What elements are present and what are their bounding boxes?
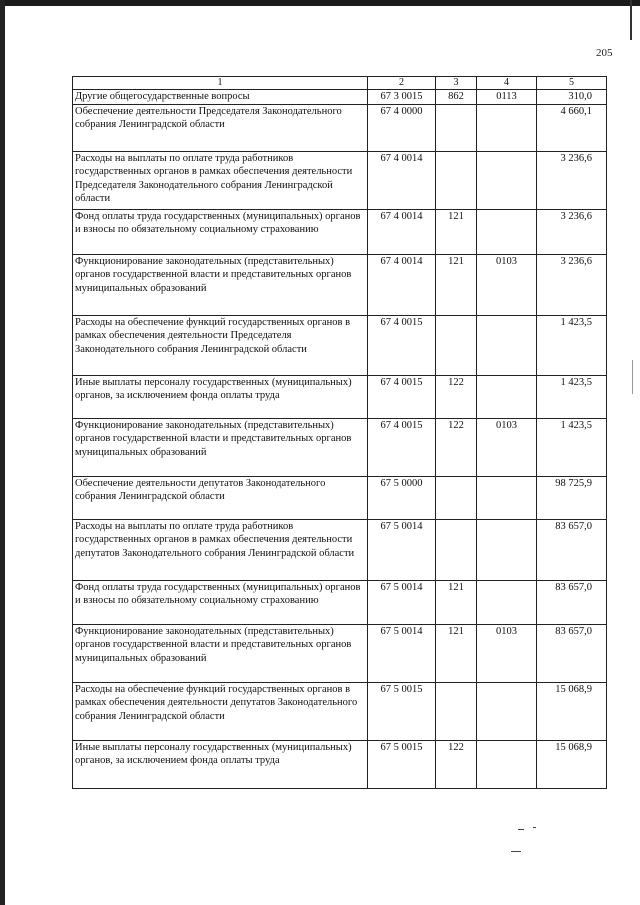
row-rz	[477, 580, 537, 624]
row-sum: 83 657,0	[537, 624, 607, 682]
row-vr: 122	[436, 375, 477, 418]
header-col-3: 3	[436, 77, 477, 90]
row-name: Фонд оплаты труда государственных (муниципальных) органов и взносы по обязательному социальному страхованию	[73, 580, 368, 624]
row-rz	[477, 682, 537, 740]
row-rz: 0103	[477, 418, 537, 476]
row-sum: 83 657,0	[537, 519, 607, 580]
row-sum: 15 068,9	[537, 682, 607, 740]
scan-speck	[632, 360, 633, 394]
row-name: Фонд оплаты труда государственных (муниципальных) органов и взносы по обязательному социальному страхованию	[73, 209, 368, 254]
row-name: Расходы на выплаты по оплате труда работников государственных органов в рамках обеспечения деятельности Председателя Законодательного собрания Ленинградской области	[73, 151, 368, 209]
row-name: Другие общегосударственные вопросы	[73, 90, 368, 105]
row-csr: 67 4 0000	[368, 104, 436, 151]
row-sum: 1 423,5	[537, 375, 607, 418]
row-csr: 67 4 0014	[368, 209, 436, 254]
table-row	[73, 519, 607, 580]
scan-speck	[511, 851, 521, 852]
row-sum: 15 068,9	[537, 740, 607, 788]
row-sum: 3 236,6	[537, 254, 607, 315]
row-sum: 1 423,5	[537, 418, 607, 476]
table-row	[73, 682, 607, 740]
row-name: Иные выплаты персоналу государственных (муниципальных) органов, за исключением фонда оплаты труда	[73, 740, 368, 788]
row-csr: 67 4 0014	[368, 254, 436, 315]
row-csr: 67 3 0015	[368, 90, 436, 105]
table-row	[73, 580, 607, 624]
table-row	[73, 476, 607, 519]
table-header-row	[73, 77, 607, 90]
table-row	[73, 104, 607, 151]
row-rz	[477, 375, 537, 418]
row-rz	[477, 476, 537, 519]
row-vr: 862	[436, 90, 477, 105]
header-col-2: 2	[368, 77, 436, 90]
row-csr: 67 4 0015	[368, 375, 436, 418]
row-vr: 121	[436, 624, 477, 682]
row-vr	[436, 682, 477, 740]
table-row	[73, 418, 607, 476]
row-rz	[477, 519, 537, 580]
row-rz	[477, 104, 537, 151]
row-name: Расходы на обеспечение функций государственных органов в рамках обеспечения деятельности Председателя Законодательного собрания Ленинградской области	[73, 315, 368, 375]
row-csr: 67 4 0015	[368, 418, 436, 476]
row-rz	[477, 151, 537, 209]
row-name: Функционирование законодательных (представительных) органов государственной власти и представительных органов муниципальных образований	[73, 624, 368, 682]
row-rz	[477, 209, 537, 254]
row-csr: 67 5 0014	[368, 580, 436, 624]
row-name: Функционирование законодательных (представительных) органов государственной власти и представительных органов муниципальных образований	[73, 254, 368, 315]
row-rz: 0103	[477, 254, 537, 315]
row-name: Обеспечение деятельности Председателя Законодательного собрания Ленинградской области	[73, 104, 368, 151]
header-col-5: 5	[537, 77, 607, 90]
table-row	[73, 151, 607, 209]
row-sum: 3 236,6	[537, 151, 607, 209]
row-rz: 0113	[477, 90, 537, 105]
row-csr: 67 4 0015	[368, 315, 436, 375]
header-col-4: 4	[477, 77, 537, 90]
row-sum: 83 657,0	[537, 580, 607, 624]
table-row	[73, 209, 607, 254]
row-csr: 67 5 0015	[368, 740, 436, 788]
row-vr: 122	[436, 740, 477, 788]
table-row	[73, 375, 607, 418]
scan-border-right	[630, 0, 632, 40]
row-vr	[436, 476, 477, 519]
scan-speck	[533, 827, 536, 828]
table-row	[73, 315, 607, 375]
row-vr: 121	[436, 254, 477, 315]
row-sum: 1 423,5	[537, 315, 607, 375]
row-sum: 98 725,9	[537, 476, 607, 519]
scan-border-left	[0, 0, 5, 905]
row-vr	[436, 104, 477, 151]
table-row	[73, 90, 607, 105]
row-vr	[436, 151, 477, 209]
scan-speck	[518, 829, 524, 830]
row-sum: 3 236,6	[537, 209, 607, 254]
row-sum: 4 660,1	[537, 104, 607, 151]
row-vr	[436, 315, 477, 375]
row-vr	[436, 519, 477, 580]
scan-border-top	[0, 0, 640, 6]
page-number: 205	[596, 47, 613, 59]
row-name: Расходы на выплаты по оплате труда работников государственных органов в рамках обеспечения деятельности депутатов Законодательного собрания Ленинградской области	[73, 519, 368, 580]
row-name: Иные выплаты персоналу государственных (муниципальных) органов, за исключением фонда оплаты труда	[73, 375, 368, 418]
row-rz	[477, 315, 537, 375]
row-rz	[477, 740, 537, 788]
table-row	[73, 740, 607, 788]
row-vr: 121	[436, 580, 477, 624]
row-name: Функционирование законодательных (представительных) органов государственной власти и представительных органов муниципальных образований	[73, 418, 368, 476]
row-name: Расходы на обеспечение функций государственных органов в рамках обеспечения деятельности депутатов Законодательного собрания Ленинградской области	[73, 682, 368, 740]
row-name: Обеспечение деятельности депутатов Законодательного собрания Ленинградской области	[73, 476, 368, 519]
budget-table	[72, 76, 607, 789]
table-row	[73, 624, 607, 682]
row-sum: 310,0	[537, 90, 607, 105]
row-csr: 67 5 0014	[368, 519, 436, 580]
row-vr: 121	[436, 209, 477, 254]
row-csr: 67 5 0000	[368, 476, 436, 519]
row-csr: 67 5 0014	[368, 624, 436, 682]
header-col-1: 1	[73, 77, 368, 90]
row-rz: 0103	[477, 624, 537, 682]
row-vr: 122	[436, 418, 477, 476]
table-row	[73, 254, 607, 315]
row-csr: 67 5 0015	[368, 682, 436, 740]
row-csr: 67 4 0014	[368, 151, 436, 209]
